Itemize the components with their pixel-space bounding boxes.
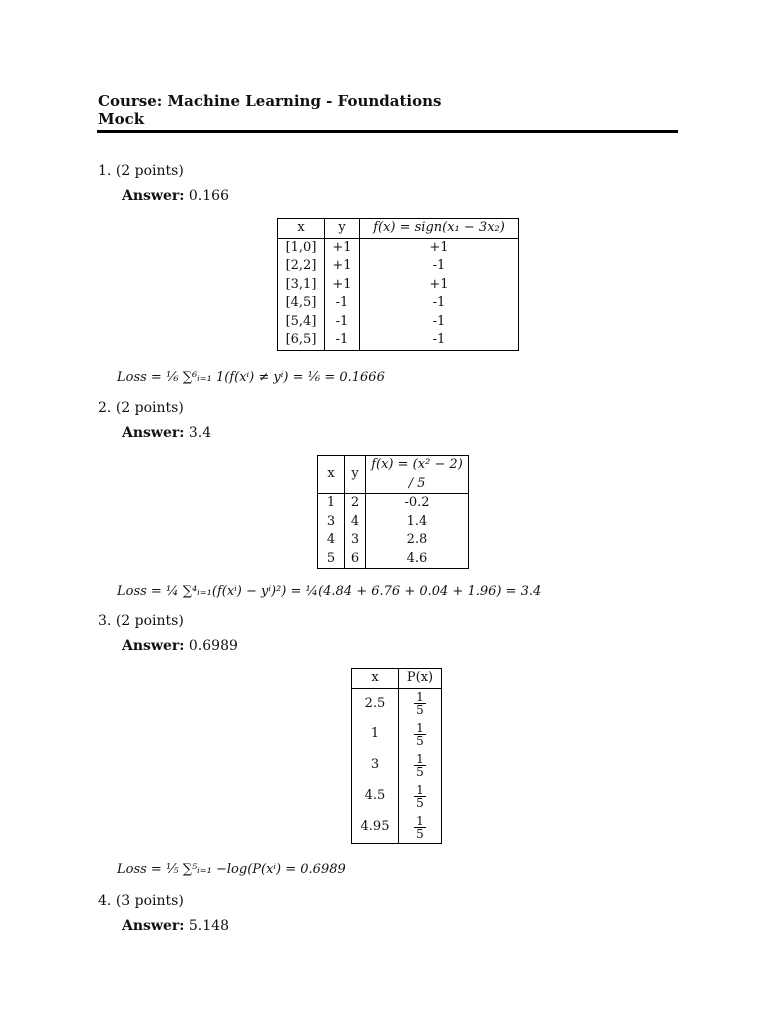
table-cell: -1 [325,313,360,332]
question-3-heading [98,613,184,629]
course-title: Course: Machine Learning - Foundations [98,92,442,110]
table-header: x [278,219,325,239]
table-row [278,313,519,332]
table-cell: -1 [360,257,519,276]
table-row [352,719,442,750]
question-points: (2 points) [115,163,184,179]
table-cell: [3,1] [278,276,325,295]
question-number: 4. [98,893,112,909]
fraction: $\frac{1}{5}$ [416,752,424,779]
table-cell [399,688,442,719]
question-number: 3. [98,613,112,629]
table-cell: [5,4] [278,313,325,332]
question-3-answer [122,638,238,654]
table-header: x [352,669,399,689]
table-cell: 3 [345,531,366,550]
table-cell: -1 [360,313,519,332]
question-1-answer [122,188,229,204]
table-row [352,781,442,812]
table-cell: [1,0] [278,238,325,257]
fraction: $\frac{1}{5}$ [416,783,424,810]
question-2-answer [122,425,211,441]
table-row [278,257,519,276]
table-cell: +1 [360,238,519,257]
fraction: $\frac{1}{5}$ [416,721,424,748]
table-cell: 1.4 [366,513,469,532]
table-cell [399,781,442,812]
table-cell: 4.95 [352,812,399,843]
table-cell: 2 [345,494,366,513]
question-2-table [317,455,469,569]
table-cell [399,750,442,781]
question-points: (2 points) [115,400,184,416]
table-row [352,750,442,781]
answer-value: 0.166 [188,188,229,204]
table-cell [399,812,442,843]
table-cell: 2.8 [366,531,469,550]
table-cell: [2,2] [278,257,325,276]
table-row [352,812,442,843]
table-header: y [345,456,366,494]
table-header: f(x) = sign(x₁ − 3x₂) [360,219,519,239]
question-number: 2. [98,400,112,416]
table-header: P(x) [399,669,442,689]
table-cell: 3 [318,513,345,532]
header-rule [97,130,678,133]
question-2-heading [98,400,184,416]
table-cell: 4.5 [352,781,399,812]
table-cell: +1 [325,257,360,276]
table-cell: +1 [325,276,360,295]
table-cell: 1 [352,719,399,750]
table-row [352,688,442,719]
table-cell: -1 [360,294,519,313]
answer-label: Answer: [122,638,185,654]
table-row [278,276,519,295]
table-cell: -1 [325,331,360,350]
table-cell: 6 [345,550,366,569]
answer-value: 5.148 [188,918,229,934]
table-cell: 5 [318,550,345,569]
table-cell: +1 [360,276,519,295]
table-cell: 4 [318,531,345,550]
question-3-table [351,668,442,844]
table-cell: 2.5 [352,688,399,719]
table-cell: [4,5] [278,294,325,313]
question-4-answer [122,918,229,934]
table-cell: -1 [360,331,519,350]
question-3-loss: Loss = ⅕ ∑⁵ᵢ₌₁ −log(P(xⁱ) = 0.6989 [117,862,346,877]
table-header: y [325,219,360,239]
table-row [318,531,469,550]
table-header: f(x) = (x² − 2) / 5 [366,456,469,494]
question-1-heading [98,163,184,179]
answer-label: Answer: [122,918,185,934]
table-row [278,238,519,257]
table-header: x [318,456,345,494]
table-cell: 3 [352,750,399,781]
answer-value: 0.6989 [188,638,238,654]
fraction: $\frac{1}{5}$ [416,813,424,841]
question-2-loss: Loss = ¼ ∑⁴ᵢ₌₁(f(xⁱ) − yⁱ)²) = ¼(4.84 + 6.76 + 0.04 + 1.96) = 3.4 [117,584,542,599]
question-number: 1. [98,163,112,179]
table-cell: [6,5] [278,331,325,350]
table-cell: -0.2 [366,494,469,513]
question-points: (2 points) [115,613,184,629]
table-cell: 1 [318,494,345,513]
table-cell [399,719,442,750]
question-1-loss: Loss = ⅙ ∑⁶ᵢ₌₁ 1(f(xⁱ) ≠ yⁱ) = ⅙ = 0.1666 [117,370,385,385]
question-4-heading [98,893,184,909]
question-points: (3 points) [115,893,184,909]
question-1-table [277,218,519,351]
table-row [278,331,519,350]
table-cell: 4 [345,513,366,532]
table-row [278,294,519,313]
answer-label: Answer: [122,425,185,441]
answer-label: Answer: [122,188,185,204]
table-cell: 4.6 [366,550,469,569]
table-row [318,494,469,513]
table-cell: -1 [325,294,360,313]
document-subtitle: Mock [98,110,145,128]
fraction: $\frac{1}{5}$ [416,690,424,718]
table-row [318,550,469,569]
answer-value: 3.4 [188,425,212,441]
table-cell: +1 [325,238,360,257]
table-row [318,513,469,532]
